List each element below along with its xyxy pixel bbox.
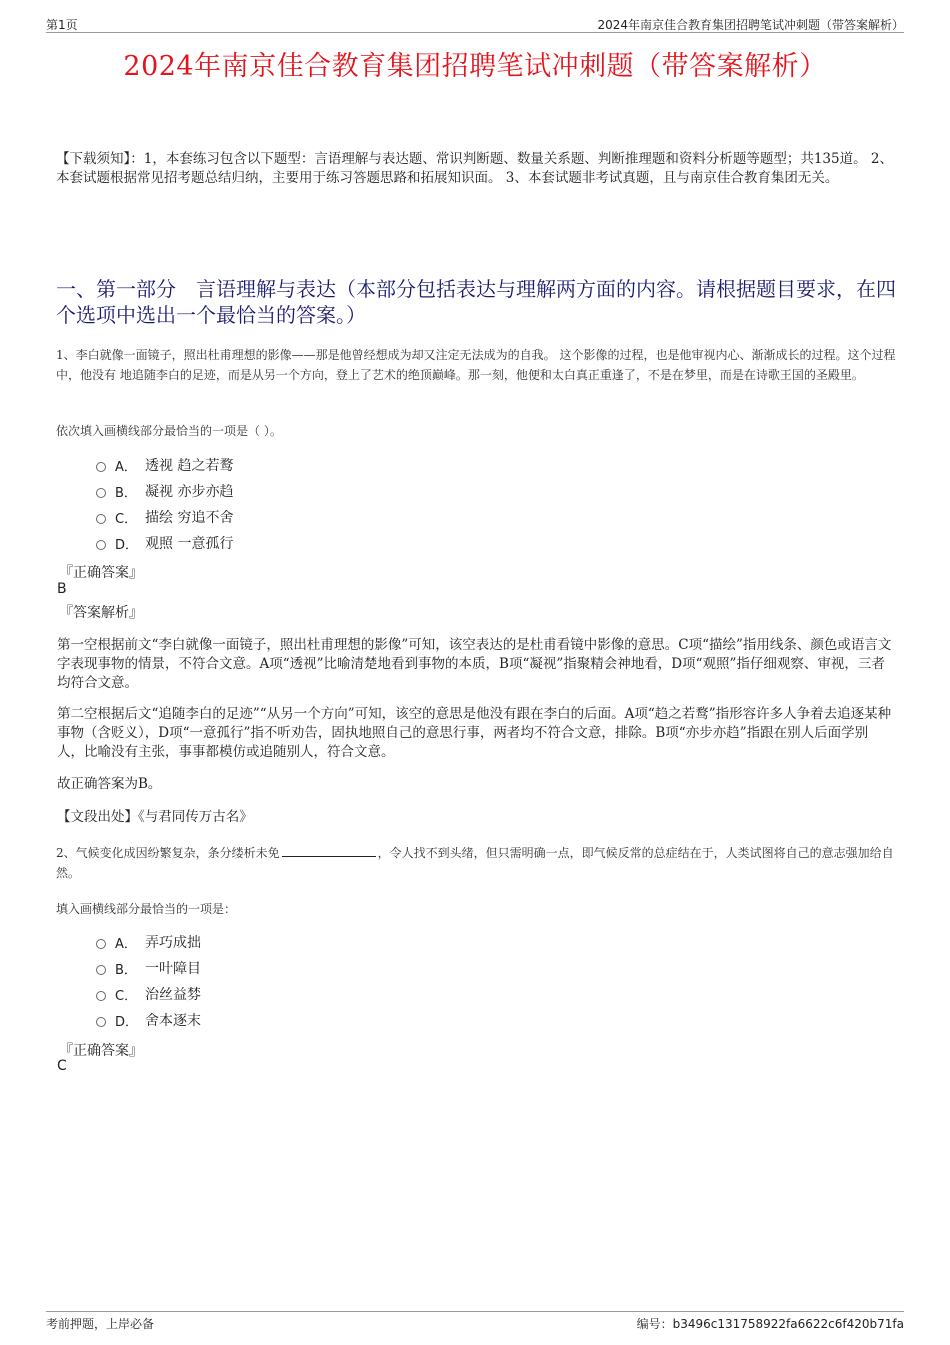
option-d[interactable] [96, 1007, 201, 1033]
section-title: 一、第一部分 言语理解与表达（本部分包括表达与理解两方面的内容。请根据题目要求，在四个选项中选出一个最恰当的答案。） [56, 277, 896, 327]
download-notice: 【下载须知】：1，本套练习包含以下题型：言语理解与表达题、常识判断题、数量关系题、判断推理题和资料分析题等题型；共135道。 2、本套试题根据常见招考题总结归纳，主要用于练习答题思路和拓展知识面。 3、本套试题非考试真题，且与南京佳合教育集团无关。 [56, 151, 893, 186]
option-a[interactable] [96, 929, 201, 955]
question-2-text [56, 843, 901, 883]
radio-button-icon[interactable] [96, 488, 106, 498]
radio-button-icon[interactable] [96, 939, 106, 949]
option-letter: B． [115, 962, 137, 978]
question-2-text-after: ，令人找不到头绪，但只需明确一点，即气候反常的总症结在于，人类试图将自己的意志强加给自然。 [56, 846, 894, 880]
radio-button-icon[interactable] [96, 991, 106, 1001]
option-text: 凝视 亦步亦趋 [145, 484, 234, 500]
option-letter: A． [115, 459, 137, 475]
question-2-prompt: 填入画横线部分最恰当的一项是： [56, 902, 237, 916]
document-title: 2024年南京佳合教育集团招聘笔试冲刺题（带答案解析） [123, 51, 827, 82]
document-code [637, 1315, 904, 1332]
question-2-options [96, 929, 201, 1033]
option-text: 透视 趋之若鹜 [145, 458, 234, 474]
page-number: 第1页 [46, 18, 78, 32]
option-text: 描绘 穷追不舍 [145, 510, 234, 526]
radio-button-icon[interactable] [96, 1017, 106, 1027]
option-letter: C． [115, 988, 138, 1004]
option-text: 观照 一意孤行 [145, 536, 234, 552]
option-letter: B． [115, 485, 137, 501]
option-letter: D． [115, 1014, 139, 1030]
option-d[interactable] [96, 530, 233, 556]
option-text: 舍本逐末 [145, 1013, 201, 1029]
option-text: 一叶障目 [145, 961, 201, 977]
correct-answer-label: 『正确答案』 [59, 565, 143, 581]
radio-button-icon[interactable] [96, 514, 106, 524]
option-c[interactable] [96, 504, 233, 530]
code-value: b3496c131758922fa6622c6f420b71fa [672, 1317, 904, 1331]
option-b[interactable] [96, 955, 201, 981]
question-2-text-before: 2、气候变化成因纷繁复杂，条分缕析未免 [56, 846, 280, 860]
analysis-paragraph-1: 第一空根据前文“李白就像一面镜子，照出杜甫理想的影像”可知，该空表达的是杜甫看镜中影像的意思。C项“描绘”指用线条、颜色或语言文字表现事物的情景，不符合文意。A项“透视”比喻清楚地看到事物的本质，B项“凝视”指聚精会神地看，D项“观照”指仔细观察、审视，三者均符合文意。 [57, 637, 892, 691]
option-c[interactable] [96, 981, 201, 1007]
option-b[interactable] [96, 478, 233, 504]
option-letter: A． [115, 936, 137, 952]
fill-blank [282, 843, 376, 857]
correct-answer: B [57, 581, 67, 597]
text-source: 【文段出处】《与君同传万古名》 [57, 809, 253, 825]
page-header [46, 14, 904, 33]
option-letter: D． [115, 537, 139, 553]
radio-button-icon[interactable] [96, 462, 106, 472]
radio-button-icon[interactable] [96, 540, 106, 550]
analysis-paragraph-2: 第二空根据后文“追随李白的足迹”“从另一个方向”可知，该空的意思是他没有跟在李白的后面。A项“趋之若鹜”指形容许多人争着去追逐某种事物（含贬义），D项“一意孤行”指不听劝告，固执地照自己的意思行事，两者均不符合文意，排除。B项“亦步亦趋”指跟在别人后面学别人，比喻没有主张，事事都模仿或追随别人，符合文意。 [57, 706, 892, 760]
radio-button-icon[interactable] [96, 965, 106, 975]
analysis-label: 『答案解析』 [59, 605, 143, 621]
correct-answer: C [57, 1058, 67, 1074]
option-text: 弄巧成拙 [145, 935, 201, 951]
header-doc-title: 2024年南京佳合教育集团招聘笔试冲刺题（带答案解析） [597, 18, 904, 32]
analysis-conclusion: 故正确答案为B。 [57, 776, 162, 792]
correct-answer-label: 『正确答案』 [59, 1043, 143, 1059]
footer-slogan: 考前押题，上岸必备 [46, 1317, 155, 1331]
question-1-text: 1、李白就像一面镜子，照出杜甫理想的影像——那是他曾经想成为却又注定无法成为的自我。 这个影像的过程，也是他审视内心、渐渐成长的过程。这个过程中，他没有 地追随李白的足迹，而是从另一个方向，登上了艺术的绝顶巅峰。那一刻，他便和太白真正重逢了，不是在梦里，而是在诗歌王国的圣殿里。 [56, 348, 896, 382]
option-a[interactable] [96, 452, 233, 478]
code-label: 编号： [636, 1317, 673, 1331]
question-1-prompt: 依次填入画横线部分最恰当的一项是（ ）。 [56, 424, 282, 438]
option-text: 治丝益棼 [145, 987, 201, 1003]
question-1-options [96, 452, 233, 556]
option-letter: C． [115, 511, 138, 527]
page-footer [46, 1311, 904, 1333]
